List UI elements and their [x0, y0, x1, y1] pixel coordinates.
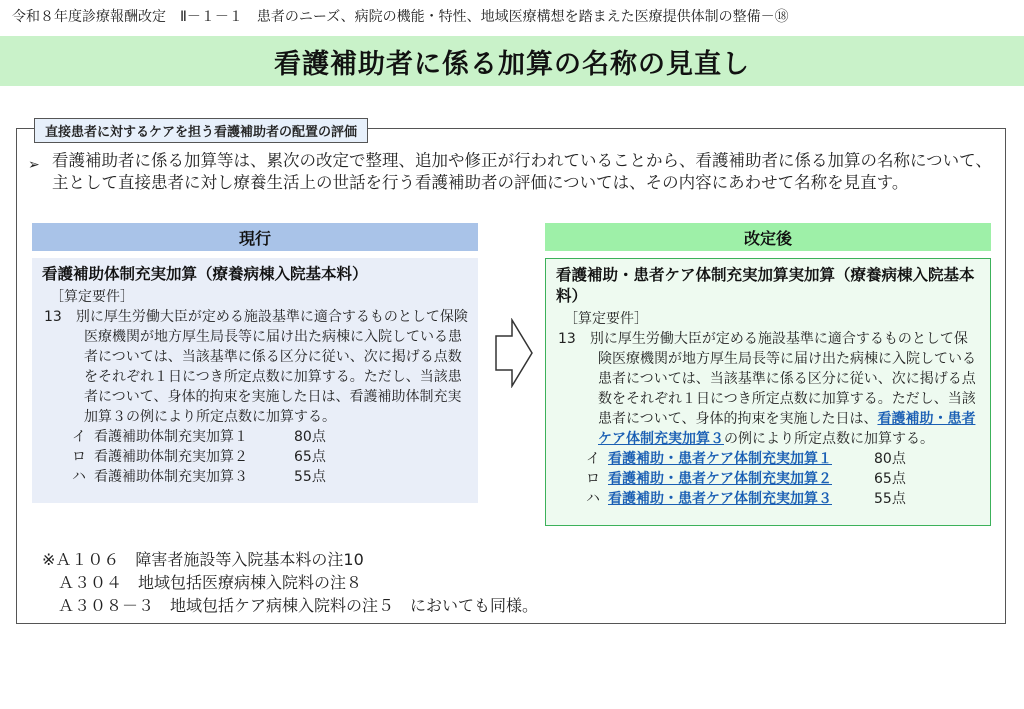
item-name: 看護補助・患者ケア体制充実加算２ [608, 471, 832, 487]
title-band [0, 36, 1024, 86]
current-body: 13 別に厚生労働大臣が定める施設基準に適合するものとして保険医療機関が地方厚生局長等に届け出た病棟に入院している患者については、当該基準に係る区分に従い、次に掲げる点数をそれぞれ１日につき所定点数に加算する。ただし、当該患者について、身体的拘束を実施した日は、看護補助体制充実加算３の例により所定点数に加算する。 [44, 309, 468, 425]
list-item [556, 469, 980, 489]
intro-text: 看護補助者に係る加算等は、累次の改定で整理、追加や修正が行われていることから、看護補助者に係る加算の名称について、主として直接患者に対し療養生活上の世話を行う看護補助者の評価については、その内容にあわせて名称を見直す。 [52, 151, 992, 192]
item-name: 看護補助体制充実加算２ [94, 449, 248, 465]
list-item [42, 427, 468, 447]
item-key: ハ [586, 491, 600, 507]
item-points: 80点 [294, 429, 326, 445]
item-key: ロ [586, 471, 600, 487]
item-points: 65点 [874, 471, 906, 487]
list-item [556, 489, 980, 509]
bullet-arrow-icon: ➢ [28, 157, 40, 173]
revised-body-highlight: 看護補助・患者ケア体制充実加算３ [598, 411, 976, 447]
header-breadcrumb: 令和８年度診療報酬改定 Ⅱ－１－１ 患者のニーズ、病院の機能・特性、地域医療構想を踏まえた医療提供体制の整備－⑱ [12, 9, 789, 25]
right-arrow-icon [494, 318, 534, 388]
item-points: 55点 [294, 469, 326, 485]
item-points: 55点 [874, 491, 906, 507]
item-name: 看護補助体制充実加算１ [94, 429, 248, 445]
note-line: Ａ３０４ 地域包括医療病棟入院料の注８ [42, 573, 363, 592]
current-title: 看護補助体制充実加算（療養病棟入院基本料） [42, 265, 368, 283]
current-heading: 現行 [32, 223, 478, 251]
revised-heading: 改定後 [545, 223, 991, 251]
revised-body [556, 329, 980, 449]
revised-body-after: の例により所定点数に加算する。 [724, 431, 934, 447]
section-tag: 直接患者に対するケアを担う看護補助者の配置の評価 [34, 118, 368, 143]
item-name: 看護補助体制充実加算３ [94, 469, 248, 485]
item-points: 65点 [294, 449, 326, 465]
note-line: Ａ３０８－３ 地域包括ケア病棟入院料の注５ においても同様。 [42, 596, 539, 615]
item-key: イ [586, 451, 600, 467]
item-key: イ [72, 429, 86, 445]
item-name: 看護補助・患者ケア体制充実加算３ [608, 491, 832, 507]
page-title: 看護補助者に係る加算の名称の見直し [274, 48, 750, 80]
item-key: ロ [72, 449, 86, 465]
list-item [42, 447, 468, 467]
note-line: ※Ａ１０６ 障害者施設等入院基本料の注10 [42, 550, 364, 569]
current-panel [32, 258, 478, 503]
notes [42, 548, 538, 617]
item-name: 看護補助・患者ケア体制充実加算１ [608, 451, 832, 467]
list-item [556, 449, 980, 469]
revised-title: 看護補助・患者ケア体制充実加算実加算（療養病棟入院基本料） [556, 266, 975, 305]
item-points: 80点 [874, 451, 906, 467]
list-item [42, 467, 468, 487]
revised-body-before: 13 別に厚生労働大臣が定める施設基準に適合するものとして保険医療機関が地方厚生局長等に届け出た病棟に入院している患者については、当該基準に係る区分に従い、次に掲げる点数をそれぞれ１日につき所定点数に加算する。ただし、当該患者について、身体的拘束を実施した日は、 [558, 331, 976, 427]
item-key: ハ [72, 469, 86, 485]
current-requirement-label: ［算定要件］ [50, 289, 134, 305]
revised-requirement-label: ［算定要件］ [564, 311, 648, 327]
revised-panel [545, 258, 991, 526]
